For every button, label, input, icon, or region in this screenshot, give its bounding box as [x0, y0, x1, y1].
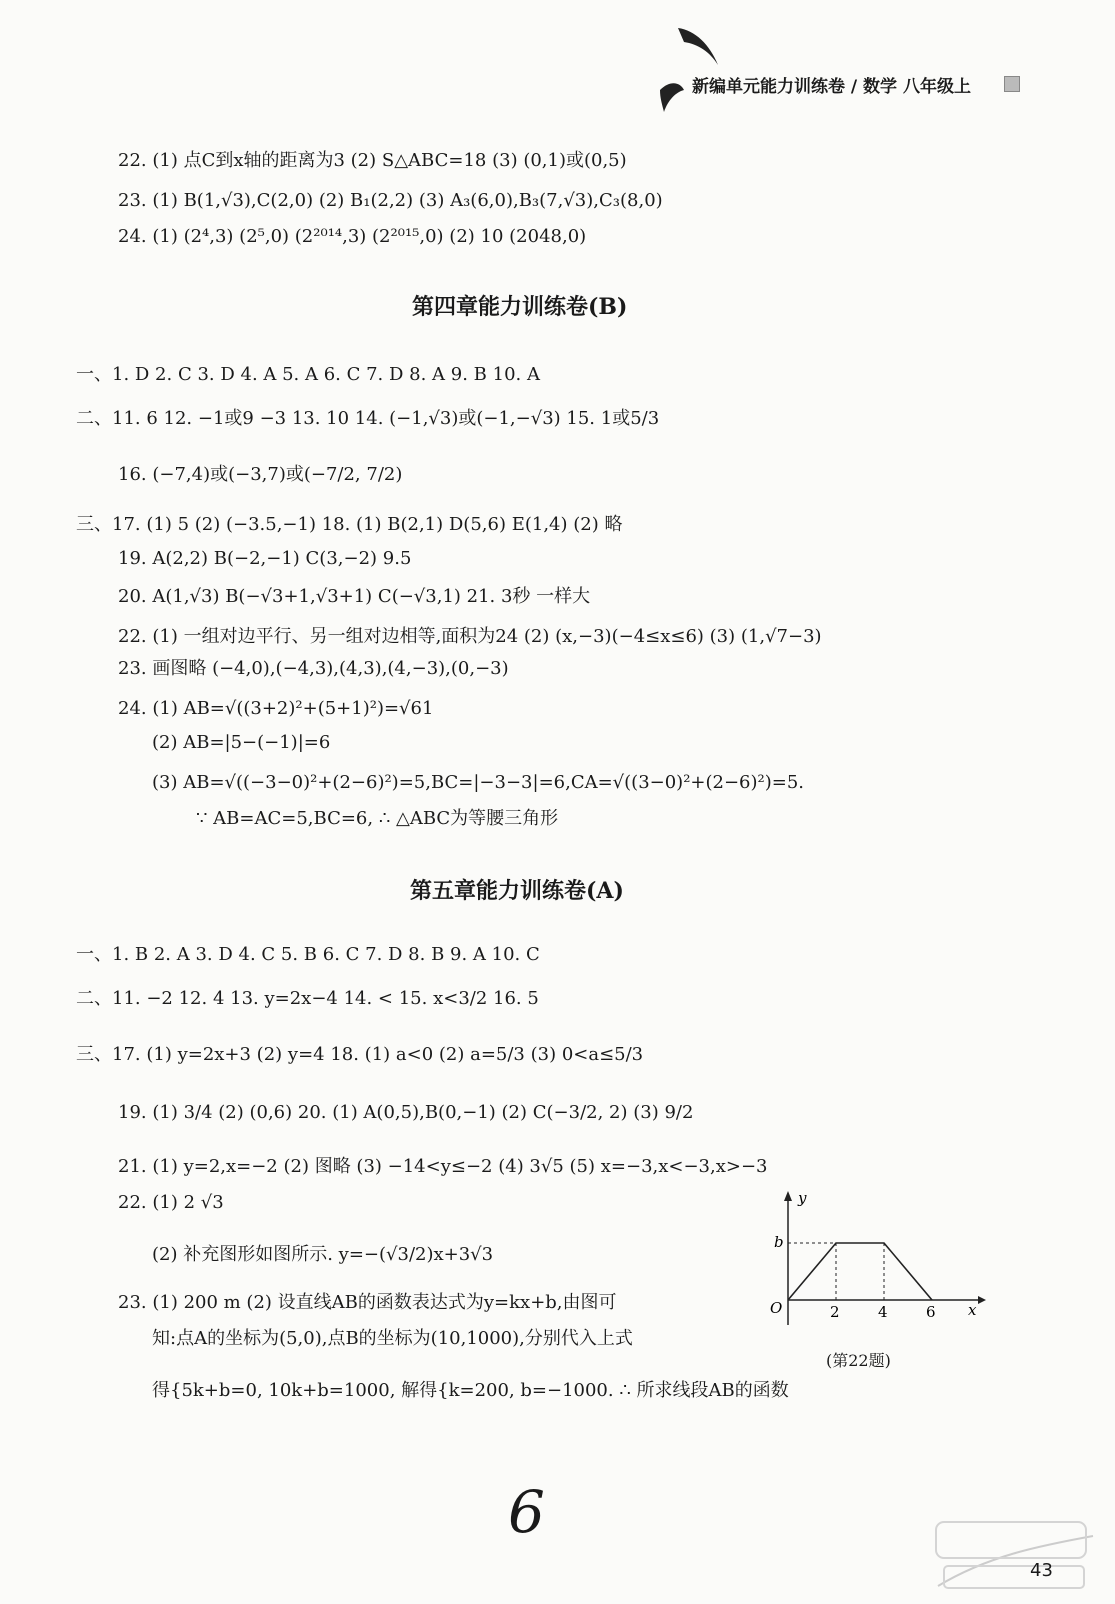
ch4b-23: 23. 画图略 (−4,0),(−4,3),(4,3),(4,−3),(0,−3): [118, 658, 509, 679]
ch5a-22-1: 22. (1) 2 √3: [118, 1192, 224, 1213]
ch4b-24-3: (3) AB=√((−3−0)²+(2−6)²)=5,BC=|−3−3|=6,CA=√((3−0)²+(2−6)²)=5.: [152, 772, 805, 793]
origin-label: O: [770, 1299, 783, 1317]
ch4b-part2: 二、11. 6 12. −1或9 −3 13. 10 14. (−1,√3)或(−1,−√3) 15. 1或5/3: [76, 408, 660, 429]
x-tick-label-6: 6: [926, 1303, 936, 1321]
ch5a-part2: 二、11. −2 12. 4 13. y=2x−4 14. < 15. x<3/2 16. 5: [76, 988, 539, 1009]
book-title: 新编单元能力训练卷 / 数学 八年级上: [692, 77, 971, 97]
ch5a-23-3: 得{5k+b=0, 10k+b=1000, 解得{k=200, b=−1000. ∴ 所求线段AB的函数: [152, 1380, 789, 1401]
x-tick-label-4: 4: [878, 1303, 888, 1321]
header-square-icon: [1004, 76, 1020, 92]
figure-caption: (第22题): [826, 1351, 891, 1370]
ch5a-23-2: 知:点A的坐标为(5,0),点B的坐标为(10,1000),分别代入上式: [152, 1328, 633, 1349]
trapezoid-graph: [788, 1243, 932, 1300]
ch5a-part3: 三、17. (1) y=2x+3 (2) y=4 18. (1) a<0 (2) a=5/3 (3) 0<a≤5/3: [76, 1044, 644, 1065]
ch4b-19: 19. A(2,2) B(−2,−1) C(3,−2) 9.5: [118, 548, 412, 569]
x-axis-label: x: [968, 1301, 977, 1319]
question-22-figure: [760, 1185, 990, 1345]
section-title-ch4b: 第四章能力训练卷(B): [412, 294, 628, 320]
ch4b-24-1: 24. (1) AB=√((3+2)²+(5+1)²)=√61: [118, 698, 434, 719]
x-axis-arrow-icon: [978, 1296, 986, 1304]
handwritten-mark: 6: [508, 1478, 545, 1546]
page-number: 43: [1030, 1560, 1053, 1581]
ch5a-21: 21. (1) y=2,x=−2 (2) 图略 (3) −14<y≤−2 (4) 3√5 (5) x=−3,x<−3,x>−3: [118, 1156, 768, 1177]
bird-logo-icon: [640, 20, 730, 120]
ch5a-19-20: 19. (1) 3/4 (2) (0,6) 20. (1) A(0,5),B(0,−1) (2) C(−3/2, 2) (3) 9/2: [118, 1102, 694, 1123]
ch4b-20: 20. A(1,√3) B(−√3+1,√3+1) C(−√3,1) 21. 3秒 一样大: [118, 586, 591, 607]
answer-22: 22. (1) 点C到x轴的距离为3 (2) S△ABC=18 (3) (0,1)或(0,5): [118, 150, 627, 171]
ch5a-part1: 一、1. B 2. A 3. D 4. C 5. B 6. C 7. D 8. B 9. A 10. C: [76, 944, 540, 965]
watermark-logo: [928, 1516, 1098, 1596]
ch4b-16: 16. (−7,4)或(−3,7)或(−7/2, 7/2): [118, 464, 403, 485]
y-axis-arrow-icon: [784, 1191, 792, 1201]
section-title-ch5a: 第五章能力训练卷(A): [410, 878, 624, 904]
x-tick-label-2: 2: [830, 1303, 840, 1321]
ch4b-22: 22. (1) 一组对边平行、另一组对边相等,面积为24 (2) (x,−3)(−4≤x≤6) (3) (1,√7−3): [118, 626, 822, 647]
ch5a-22-2: (2) 补充图形如图所示. y=−(√3/2)x+3√3: [152, 1244, 494, 1265]
b-label: b: [774, 1233, 784, 1251]
ch4b-24-4: ∵ AB=AC=5,BC=6, ∴ △ABC为等腰三角形: [196, 808, 559, 829]
answer-23: 23. (1) B(1,√3),C(2,0) (2) B₁(2,2) (3) A₃(6,0),B₃(7,√3),C₃(8,0): [118, 190, 663, 211]
ch4b-24-2: (2) AB=|5−(−1)|=6: [152, 732, 331, 753]
ch4b-part3: 三、17. (1) 5 (2) (−3.5,−1) 18. (1) B(2,1) D(5,6) E(1,4) (2) 略: [76, 514, 623, 535]
y-axis-label: y: [798, 1189, 807, 1207]
ch4b-part1: 一、1. D 2. C 3. D 4. A 5. A 6. C 7. D 8. A 9. B 10. A: [76, 364, 540, 385]
ch5a-23-1: 23. (1) 200 m (2) 设直线AB的函数表达式为y=kx+b,由图可: [118, 1292, 617, 1313]
answer-24: 24. (1) (2⁴,3) (2⁵,0) (2²⁰¹⁴,3) (2²⁰¹⁵,0) (2) 10 (2048,0): [118, 226, 587, 247]
